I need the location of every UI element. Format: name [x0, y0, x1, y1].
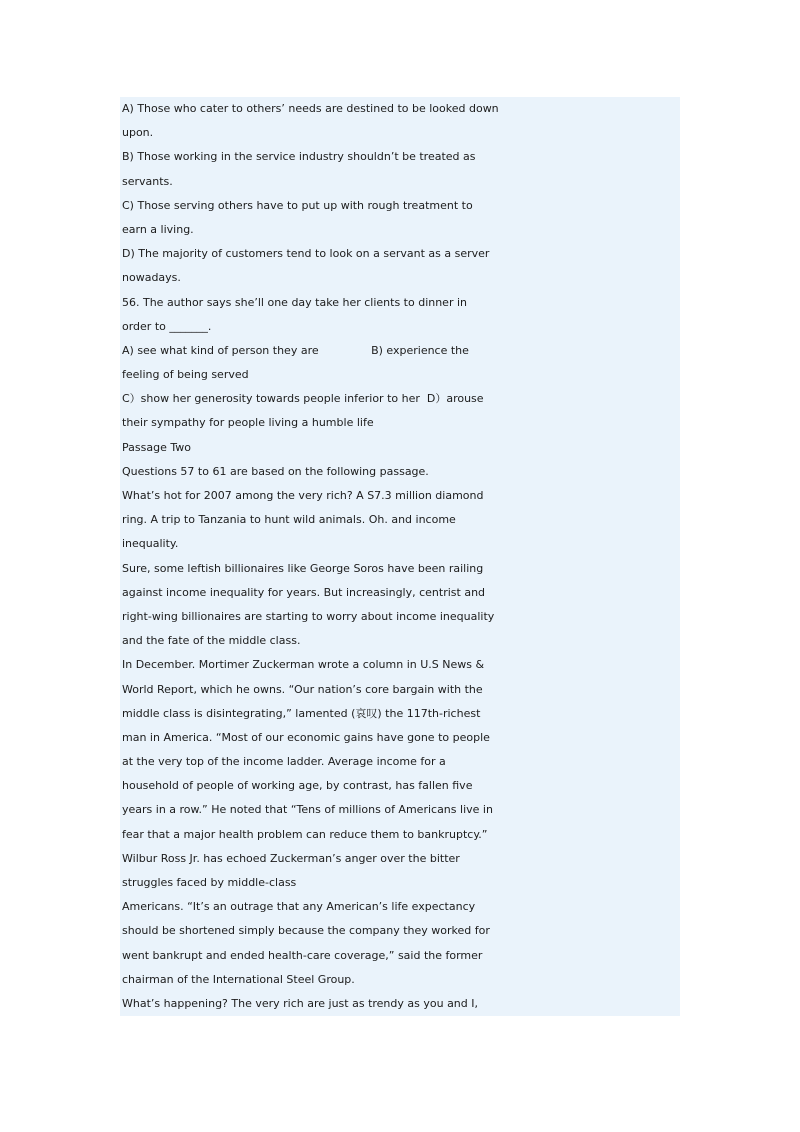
- text-line: servants.: [122, 174, 173, 188]
- text-line: World Report, which he owns. “Our nation’s core bargain with the: [122, 682, 483, 696]
- text-line: went bankrupt and ended health-care coverage,” said the former: [122, 948, 483, 962]
- text-line: their sympathy for people living a humble life: [122, 416, 374, 430]
- text-line: against income inequality for years. But increasingly, centrist and: [122, 585, 486, 599]
- text-line: C）show her generosity towards people inferior to her D）arouse: [122, 392, 484, 406]
- text-line: Sure, some leftish billionaires like George Soros have been railing: [122, 561, 484, 575]
- text-line: inequality.: [122, 537, 179, 551]
- text-line: What’s hot for 2007 among the very rich? A S7.3 million diamond: [122, 489, 484, 502]
- text-line: Passage Two: [122, 440, 191, 454]
- text-line: A) Those who cater to others’ needs are destined to be looked down: [122, 102, 499, 115]
- text-line: C) Those serving others have to put up with rough treatment to: [122, 198, 473, 212]
- text-line: household of people of working age, by contrast, has fallen five: [122, 779, 473, 793]
- text-line: fear that a major health problem can reduce them to bankruptcy.”: [122, 827, 488, 841]
- text-line: at the very top of the income ladder. Average income for a: [122, 755, 446, 769]
- text-line: upon.: [122, 126, 154, 140]
- text-line: Americans. “It’s an outrage that any American’s life expectancy: [122, 900, 476, 914]
- text-line: nowadays.: [122, 271, 181, 285]
- text-line: years in a row.” He noted that “Tens of millions of Americans live in: [122, 803, 493, 817]
- text-line: struggles faced by middle-class: [122, 876, 297, 889]
- text-line: order to _______.: [122, 319, 212, 333]
- text-line: chairman of the International Steel Group.: [122, 972, 355, 986]
- text-line: man in America. “Most of our economic gains have gone to people: [122, 730, 490, 744]
- text-line: Wilbur Ross Jr. has echoed Zuckerman’s anger over the bitter: [122, 851, 460, 865]
- text-line: should be shortened simply because the company they worked for: [122, 924, 490, 938]
- text-line: What’s happening? The very rich are just as trendy as you and I,: [122, 996, 478, 1010]
- text-line: In December. Mortimer Zuckerman wrote a column in U.S News &: [122, 658, 485, 672]
- text-line: and the fate of the middle class.: [122, 634, 301, 648]
- text-line: feeling of being served: [122, 368, 249, 382]
- text-line: ring. A trip to Tanzania to hunt wild animals. Oh. and income: [122, 513, 456, 527]
- text-line: right-wing billionaires are starting to worry about income inequality: [122, 609, 495, 623]
- text-line: earn a living.: [122, 222, 194, 236]
- text-line: B) Those working in the service industry shouldn’t be treated as: [122, 150, 476, 164]
- text-line: D) The majority of customers tend to look on a servant as a server: [122, 247, 490, 261]
- passage-text-block: [120, 97, 680, 1016]
- text-line: 56. The author says she’ll one day take her clients to dinner in: [122, 295, 468, 309]
- text-line: Questions 57 to 61 are based on the following passage.: [122, 464, 429, 478]
- text-line: middle class is disintegrating,” lamented (哀叹) the 117th-richest: [122, 706, 481, 720]
- text-line: A) see what kind of person they are B) experience the: [122, 343, 469, 357]
